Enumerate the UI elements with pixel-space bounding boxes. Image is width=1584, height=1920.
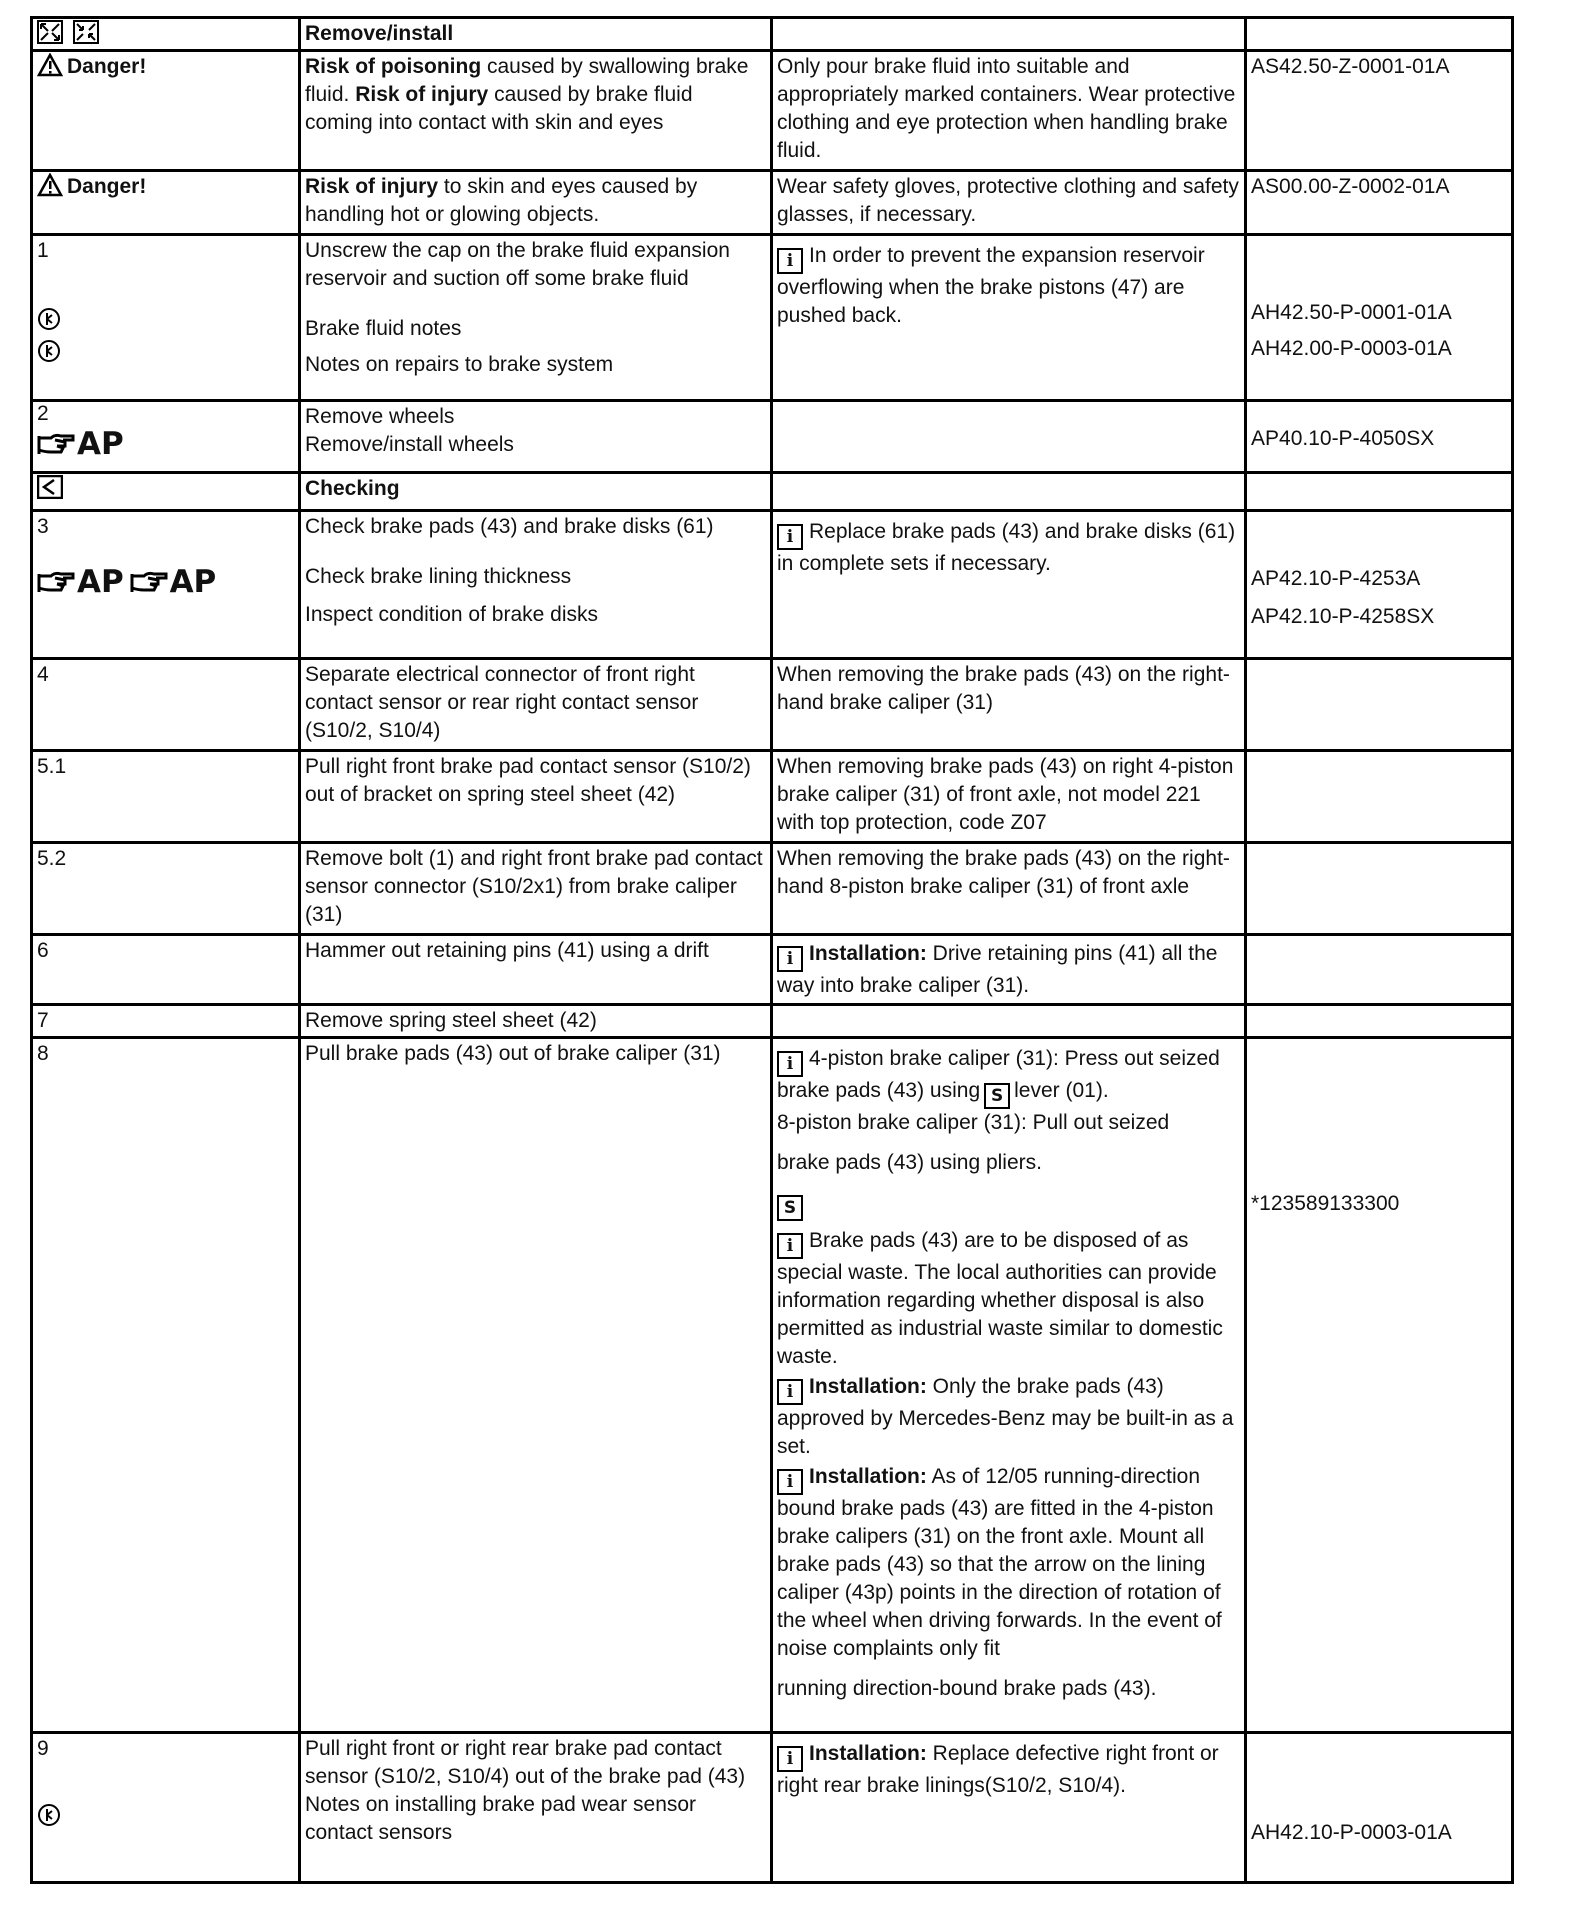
- danger-2-risk-text: [300, 171, 772, 235]
- danger-label: Danger!: [67, 175, 147, 198]
- checking-icon-cell: [32, 473, 300, 511]
- notes-link-icon[interactable]: [37, 307, 61, 331]
- step-number: 8: [32, 1038, 300, 1733]
- risk-injury-text: caused by brake fluid coming into contact with skin and eyes: [305, 83, 693, 134]
- info-icon: i: [777, 1379, 803, 1405]
- empty-cell: [772, 401, 1246, 473]
- step-3-text-cell: [300, 511, 772, 659]
- expand-icon[interactable]: [37, 20, 63, 44]
- step-6-note: Drive retaining pins (41) all the way into brake caliper (31).: [777, 942, 1218, 997]
- table-row-danger-2: [32, 171, 1513, 235]
- ap-label: AP: [77, 426, 124, 462]
- table-row-header: [32, 18, 1513, 51]
- step-3-cell: [32, 511, 300, 659]
- ap-label: AP: [77, 564, 124, 600]
- step-3-ref-cell: [1246, 511, 1513, 659]
- danger-1-ref-link[interactable]: AS42.50-Z-0001-01A: [1246, 51, 1513, 171]
- step-3-note: Replace brake pads (43) and brake disks (61) in complete sets if necessary.: [777, 520, 1236, 575]
- special-tool-icon[interactable]: S: [777, 1195, 803, 1221]
- section-title-checking: Checking: [300, 473, 772, 511]
- step-1-sub-1: Brake fluid notes: [305, 317, 462, 340]
- step-4-note: When removing the brake pads (43) on the right-hand brake caliper (31): [772, 659, 1246, 751]
- step-9-sub: Notes on installing brake pad wear sensor contact sensors: [305, 1793, 697, 1844]
- step-number: 5.1: [32, 751, 300, 843]
- installation-label: Installation:: [809, 1465, 927, 1488]
- step-4-text: Separate electrical connector of front right contact sensor or rear right contact sensor (S10/2, S10/4): [300, 659, 772, 751]
- step-1-ref-cell: [1246, 235, 1513, 401]
- step-1-sub-2: Notes on repairs to brake system: [305, 353, 614, 376]
- warning-triangle-icon: [37, 173, 63, 197]
- ap-link[interactable]: [130, 563, 217, 601]
- step-8-note-1a: 4-piston brake caliper (31): Press out seized brake pads (43) using: [777, 1047, 1220, 1102]
- table-row-step-4: [32, 659, 1513, 751]
- section-title-remove-install: Remove/install: [300, 18, 772, 51]
- step-9-ref-link[interactable]: AH42.10-P-0003-01A: [1251, 1821, 1452, 1844]
- step-2-ref-cell: [1246, 401, 1513, 473]
- info-icon: i: [777, 1233, 803, 1259]
- header-icons-cell: [32, 18, 300, 51]
- step-number: 3: [37, 515, 49, 538]
- warning-triangle-icon: [37, 53, 63, 77]
- step-5-2-text: Remove bolt (1) and right front brake pad contact sensor connector (S10/2x1) from brake caliper (31): [300, 843, 772, 935]
- step-8-note-1b: lever (01).: [1014, 1079, 1109, 1102]
- installation-label: Installation:: [809, 1742, 927, 1765]
- step-number: 9: [37, 1737, 49, 1760]
- danger-label-cell: [32, 51, 300, 171]
- table-row-step-9: [32, 1733, 1513, 1883]
- step-5-1-text: Pull right front brake pad contact sensor (S10/2) out of bracket on spring steel sheet (42): [300, 751, 772, 843]
- checking-icon: [37, 475, 63, 499]
- step-3-sub-2: Inspect condition of brake disks: [305, 603, 598, 626]
- risk-injury-bold: Risk of injury: [305, 175, 439, 198]
- risk-poisoning-bold: Risk of poisoning: [305, 55, 482, 78]
- danger-label: Danger!: [67, 55, 147, 78]
- ap-link[interactable]: [37, 425, 124, 463]
- step-3-text: Check brake pads (43) and brake disks (61): [305, 515, 714, 538]
- step-3-ref-2-link[interactable]: AP42.10-P-4258SX: [1251, 605, 1435, 628]
- table-row-step-8: [32, 1038, 1513, 1733]
- step-7-text: Remove spring steel sheet (42): [300, 1005, 772, 1038]
- step-8-note-2: Brake pads (43) are to be disposed of as special waste. The local authorities can provide information regarding whether disposal is also permitted as industrial waste similar to domestic waste.: [777, 1229, 1223, 1368]
- step-1-note-cell: [772, 235, 1246, 401]
- step-2-sub: Remove/install wheels: [305, 433, 514, 456]
- step-8-note-1c: 8-piston brake caliper (31): Pull out seized: [777, 1111, 1170, 1134]
- pointing-hand-icon: [130, 568, 168, 596]
- step-1-text-cell: [300, 235, 772, 401]
- step-9-text: Pull right front or right rear brake pad contact sensor (S10/2, S10/4) out of the brake pad (43): [305, 1737, 746, 1788]
- step-2-text-cell: [300, 401, 772, 473]
- table-row-checking: [32, 473, 1513, 511]
- step-number: 4: [32, 659, 300, 751]
- step-1-ref-1-link[interactable]: AH42.50-P-0001-01A: [1251, 301, 1452, 324]
- step-6-text: Hammer out retaining pins (41) using a drift: [300, 935, 772, 1005]
- empty-cell: [1246, 935, 1513, 1005]
- step-number: 1: [37, 239, 49, 262]
- danger-2-action: Wear safety gloves, protective clothing and safety glasses, if necessary.: [772, 171, 1246, 235]
- risk-poisoning-text: caused by swallowing brake fluid.: [305, 55, 749, 106]
- table-row-step-5-2: [32, 843, 1513, 935]
- danger-label-cell: [32, 171, 300, 235]
- danger-2-ref-link[interactable]: AS00.00-Z-0002-01A: [1246, 171, 1513, 235]
- empty-cell: [1246, 659, 1513, 751]
- step-8-note-1d: brake pads (43) using pliers.: [777, 1151, 1042, 1174]
- step-8-note-cell: [772, 1038, 1246, 1733]
- table-row-step-1: [32, 235, 1513, 401]
- step-number: 2: [37, 402, 49, 425]
- empty-cell: [772, 18, 1246, 51]
- step-2-cell: [32, 401, 300, 473]
- step-2-text: Remove wheels: [305, 405, 455, 428]
- pointing-hand-icon: [37, 430, 75, 458]
- step-9-cell: [32, 1733, 300, 1883]
- risk-injury-text: to skin and eyes caused by handling hot or glowing objects.: [305, 175, 698, 226]
- step-1-ref-2-link[interactable]: AH42.00-P-0003-01A: [1251, 337, 1452, 360]
- step-8-note-3: Only the brake pads (43) approved by Mercedes-Benz may be built-in as a set.: [777, 1375, 1234, 1458]
- empty-cell: [1246, 1005, 1513, 1038]
- step-5-1-note: When removing brake pads (43) on right 4-piston brake caliper (31) of front axle, not model 221 with top protection, code Z07: [772, 751, 1246, 843]
- step-number: 6: [32, 935, 300, 1005]
- step-9-ref-cell: [1246, 1733, 1513, 1883]
- step-9-note: Replace defective right front or right rear brake linings(S10/2, S10/4).: [777, 1742, 1219, 1797]
- step-number: 7: [32, 1005, 300, 1038]
- ap-link[interactable]: [37, 563, 124, 601]
- info-icon: i: [777, 1051, 803, 1077]
- step-number: 5.2: [32, 843, 300, 935]
- info-icon: i: [777, 1469, 803, 1495]
- ap-label: AP: [169, 564, 217, 600]
- special-tool-icon[interactable]: S: [984, 1083, 1010, 1109]
- empty-cell: [772, 473, 1246, 511]
- table-row-step-5-1: [32, 751, 1513, 843]
- special-tool-number-link[interactable]: *123589133300: [1251, 1192, 1400, 1215]
- step-3-sub-1: Check brake lining thickness: [305, 565, 572, 588]
- info-icon: i: [777, 946, 803, 972]
- installation-label: Installation:: [809, 1375, 927, 1398]
- empty-cell: [1246, 473, 1513, 511]
- table-row-step-3: [32, 511, 1513, 659]
- info-icon: i: [777, 248, 803, 274]
- step-8-text: Pull brake pads (43) out of brake caliper (31): [300, 1038, 772, 1733]
- danger-1-risk-text: [300, 51, 772, 171]
- step-5-2-note: When removing the brake pads (43) on the right-hand 8-piston brake caliper (31) of front axle: [772, 843, 1246, 935]
- step-9-text-cell: [300, 1733, 772, 1883]
- step-2-ref-link[interactable]: AP40.10-P-4050SX: [1251, 427, 1435, 450]
- step-1-text: Unscrew the cap on the brake fluid expansion reservoir and suction off some brake fluid: [305, 239, 730, 290]
- step-1-cell: [32, 235, 300, 401]
- table-row-danger-1: [32, 51, 1513, 171]
- table-row-step-6: [32, 935, 1513, 1005]
- step-8-note-4b: running direction-bound brake pads (43).: [777, 1677, 1157, 1700]
- step-9-note-cell: [772, 1733, 1246, 1883]
- danger-1-action: Only pour brake fluid into suitable and appropriately marked containers. Wear protective clothing and eye protection when handling brake fluid.: [772, 51, 1246, 171]
- empty-cell: [772, 1005, 1246, 1038]
- pointing-hand-icon: [37, 568, 75, 596]
- step-1-note: In order to prevent the expansion reservoir overflowing when the brake pistons (47) are pushed back.: [777, 244, 1205, 327]
- step-3-note-cell: [772, 511, 1246, 659]
- info-icon: i: [777, 524, 803, 550]
- notes-link-icon[interactable]: [37, 339, 61, 363]
- empty-cell: [1246, 751, 1513, 843]
- table-row-step-2: [32, 401, 1513, 473]
- notes-link-icon[interactable]: [37, 1803, 61, 1827]
- empty-cell: [1246, 843, 1513, 935]
- risk-injury-bold: Risk of injury: [355, 83, 489, 106]
- step-3-ref-1-link[interactable]: AP42.10-P-4253A: [1251, 567, 1421, 590]
- step-8-ref-cell: [1246, 1038, 1513, 1733]
- info-icon: i: [777, 1746, 803, 1772]
- step-6-note-cell: [772, 935, 1246, 1005]
- installation-label: Installation:: [809, 942, 927, 965]
- table-row-step-7: [32, 1005, 1513, 1038]
- empty-cell: [1246, 18, 1513, 51]
- step-8-note-4a: As of 12/05 running-direction bound brake pads (43) are fitted in the 4-piston brake calipers (31) on the front axle. Mount all brake pads (43) so that the arrow on the lining caliper (43p) points in the direction of rotation of the wheel when driving forwards. In the event of noise complaints only fit: [777, 1465, 1222, 1660]
- collapse-icon[interactable]: [73, 20, 99, 44]
- procedure-table: [30, 16, 1514, 1884]
